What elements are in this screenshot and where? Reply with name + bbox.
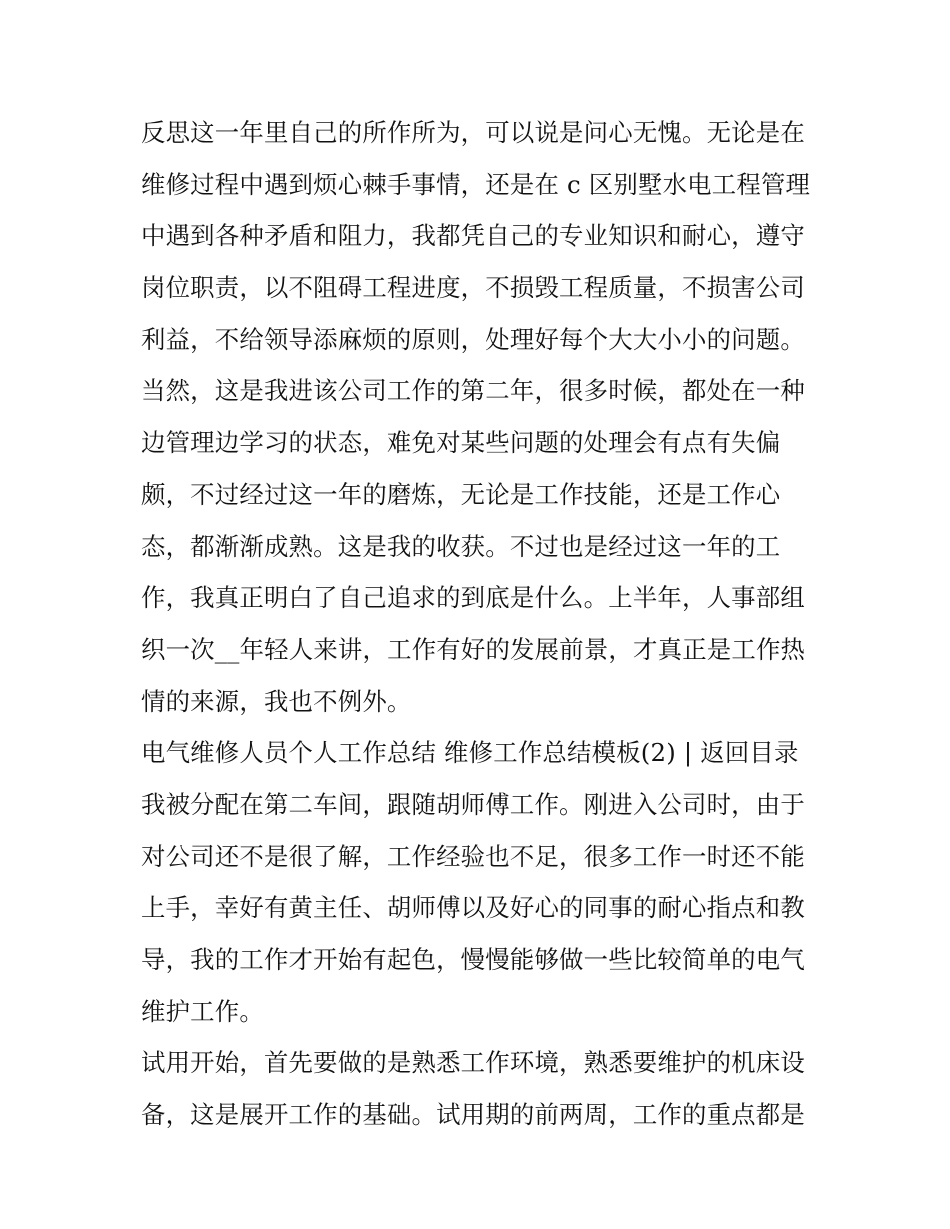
text-line: 维修过程中遇到烦心棘手事情，还是在 c 区别墅水电工程管理: [141, 169, 811, 199]
text-line: 我被分配在第二车间，跟随胡师傅工作。刚进入公司时，由于: [141, 789, 805, 819]
text-line: 织一次__年轻人来讲，工作有好的发展前景，才真正是工作热: [141, 634, 806, 664]
text-line: 试用开始，首先要做的是熟悉工作环境，熟悉要维护的机床设: [141, 1048, 805, 1078]
text-line: 导，我的工作才开始有起色，慢慢能够做一些比较简单的电气: [141, 945, 805, 974]
text-line: 中遇到各种矛盾和阻力，我都凭自己的专业知识和耐心，遵守: [141, 221, 805, 251]
text-line: 当然，这是我进该公司工作的第二年，很多时候，都处在一种: [141, 376, 805, 406]
text-line: 作，我真正明白了自己追求的到底是什么。上半年，人事部组: [141, 583, 805, 613]
text-line: 对公司还不是很了解，工作经验也不足，很多工作一时还不能: [141, 841, 805, 871]
text-line: 岗位职责，以不阻碍工程进度，不损毁工程质量，不损害公司: [141, 273, 805, 303]
text-line: 态，都渐渐成熟。这是我的收获。不过也是经过这一年的工: [141, 531, 781, 561]
section-heading-line: 电气维修人员个人工作总结 维修工作总结模板(2) | 返回目录: [141, 738, 799, 768]
text-line: 利益，不给领导添麻烦的原则，处理好每个大大小小的问题。: [141, 324, 805, 354]
text-line: 备，这是展开工作的基础。试用期的前两周，工作的重点都是: [141, 1100, 805, 1130]
text-line: 反思这一年里自己的所作所为，可以说是问心无愧。无论是在: [141, 118, 805, 147]
text-line: 维护工作。: [141, 996, 264, 1026]
document-body: [141, 107, 813, 1141]
text-line: 情的来源，我也不例外。: [141, 686, 412, 716]
text-line: 上手，幸好有黄主任、胡师傅以及好心的同事的耐心指点和教: [141, 893, 805, 923]
text-line: 边管理边学习的状态，难免对某些问题的处理会有点有失偏: [141, 428, 781, 458]
text-line: 颇，不过经过这一年的磨炼，无论是工作技能，还是工作心: [141, 479, 781, 509]
